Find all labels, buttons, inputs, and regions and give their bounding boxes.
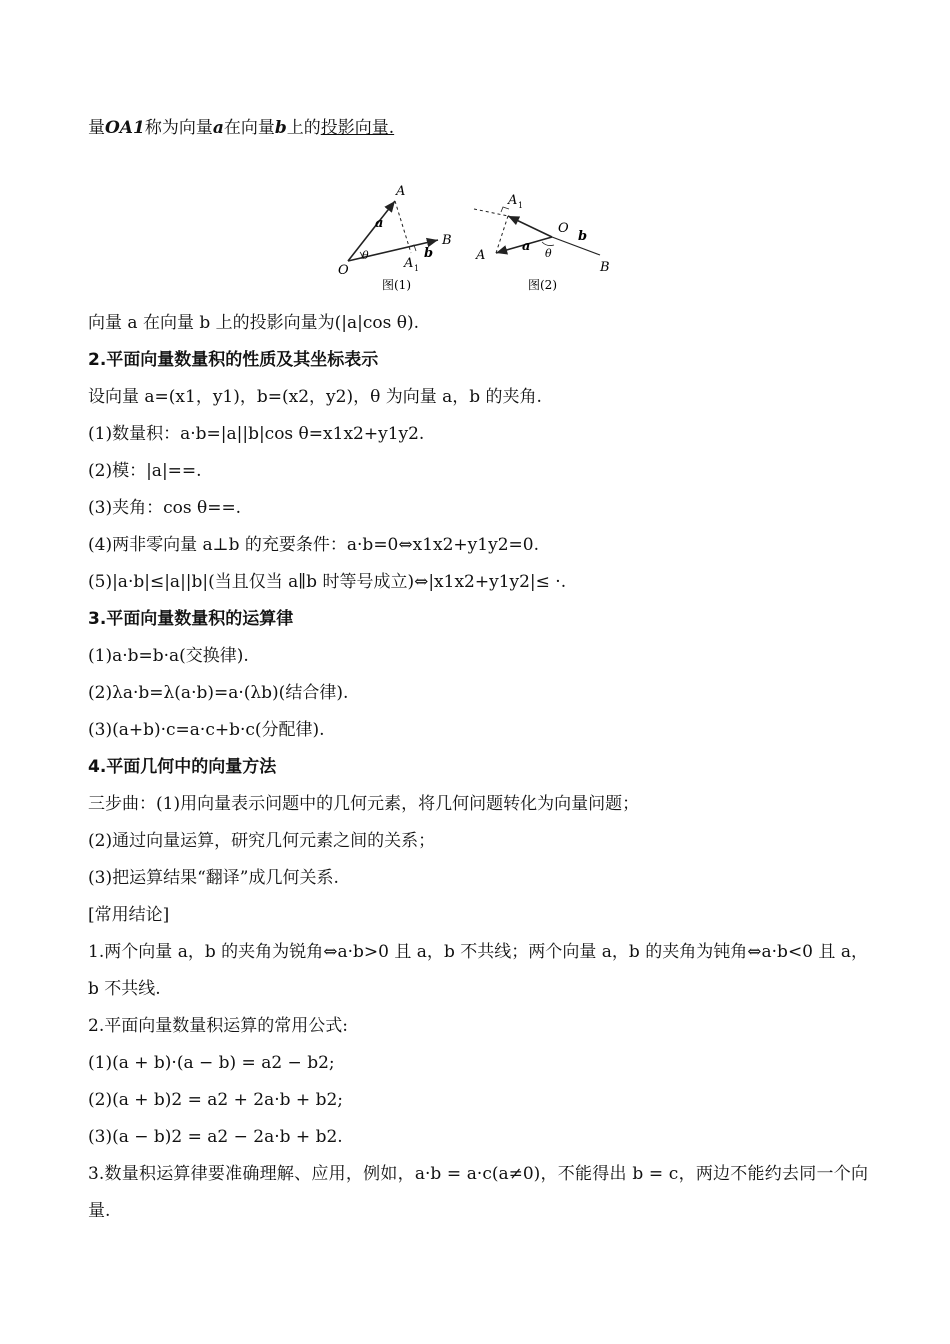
document-page (88, 110, 868, 1230)
label-b-2: b (578, 229, 588, 244)
text-seg: 量 (88, 118, 105, 138)
label-A: A (396, 184, 406, 199)
label-A-2: A (476, 248, 486, 263)
projection-figure (88, 147, 868, 305)
vector-definition-line: 设向量 a=(x1，y1)，b=(x2，y2)，θ 为向量 a，b 的夹角. (88, 387, 542, 407)
property-perpendicular: (4)两非零向量 a⊥b 的充要条件：a·b=0⇔x1x2+y1y2=0. (88, 535, 539, 555)
label-a-2: a (522, 239, 531, 254)
label-A1-sub: 1 (414, 264, 420, 273)
label-theta: θ (362, 249, 369, 262)
label-A1-sub-2: 1 (518, 201, 524, 210)
vector-a: a (212, 118, 224, 138)
extension-dash (474, 209, 508, 216)
text-seg: 上的 (286, 118, 321, 138)
common-conclusions-heading: [常用结论] (88, 905, 170, 925)
formula-1: (1)(a + b)·(a − b) = a2 − b2; (88, 1053, 335, 1073)
property-inequality: (5)|a·b|≤|a||b|(当且仅当 a∥b 时等号成立)⇔|x1x2+y1y2|≤ ·. (88, 572, 567, 592)
law-distributive: (3)(a+b)·c=a·c+b·c(分配律). (88, 720, 325, 740)
formula-3: (3)(a − b)2 = a2 − 2a·b + b2. (88, 1127, 343, 1147)
property-modulus: (2)模：|a|==. (88, 461, 202, 481)
figure-2-caption: 图(2) (528, 278, 557, 292)
method-step-3: (3)把运算结果“翻译”成几何关系. (88, 868, 339, 888)
label-B-2: B (600, 260, 610, 275)
property-angle: (3)夹角：cos θ==. (88, 498, 242, 518)
text-seg: 称为向量 (144, 118, 213, 138)
projection-definition-line (88, 110, 868, 147)
label-B: B (442, 233, 452, 248)
conclusion-2: 2.平面向量数量积运算的常用公式: (88, 1016, 348, 1036)
method-step-2: (2)通过向量运算，研究几何元素之间的关系； (88, 831, 436, 851)
figure-2 (474, 193, 610, 292)
property-dot-product: (1)数量积：a·b=|a||b|cos θ=x1x2+y1y2. (88, 424, 425, 444)
vector-a-line-2 (508, 216, 552, 237)
label-theta-2: θ (545, 247, 552, 260)
label-O: O (338, 263, 349, 278)
label-A1-2: A (508, 193, 518, 208)
method-step-1: 三步曲：(1)用向量表示问题中的几何元素，将几何问题转化为向量问题； (88, 794, 640, 814)
projection-diagram (338, 149, 638, 299)
formula-2: (2)(a + b)2 = a2 + 2a·b + b2; (88, 1090, 343, 1110)
section-heading-3: 3.平面向量数量积的运算律 (88, 609, 294, 629)
figure-1 (338, 184, 452, 292)
label-A1: A (404, 256, 414, 271)
oa1-symbol: OA1 (105, 118, 145, 138)
law-commutative: (1)a·b=b·a(交换律). (88, 646, 249, 666)
vector-b-line-2 (552, 237, 600, 255)
label-b: b (424, 246, 434, 261)
label-a: a (375, 216, 384, 231)
figure-1-caption: 图(1) (382, 278, 411, 292)
projection-vector-formula: 向量 a 在向量 b 上的投影向量为(|a|cos θ). (88, 313, 420, 333)
projection-term: 投影向量. (320, 118, 395, 138)
section-heading-2: 2.平面向量数量积的性质及其坐标表示 (88, 350, 379, 370)
perpendicular-dash-2 (496, 216, 508, 253)
conclusion-3: 3.数量积运算律要准确理解、应用，例如，a·b = a·c(a≠0)，不能得出 b = c，两边不能约去同一个向量. (88, 1164, 868, 1221)
text-seg: 在向量 (223, 118, 275, 138)
conclusion-1: 1.两个向量 a，b 的夹角为锐角⇔a·b>0 且 a，b 不共线；两个向量 a，b 的夹角为钝角⇔a·b<0 且 a，b 不共线. (88, 942, 868, 999)
vector-b: b (274, 118, 287, 138)
law-associative: (2)λa·b=λ(a·b)=a·(λb)(结合律). (88, 683, 349, 703)
section-heading-4: 4.平面几何中的向量方法 (88, 757, 277, 777)
label-O-2: O (558, 221, 569, 236)
perpendicular-dash (395, 201, 411, 253)
